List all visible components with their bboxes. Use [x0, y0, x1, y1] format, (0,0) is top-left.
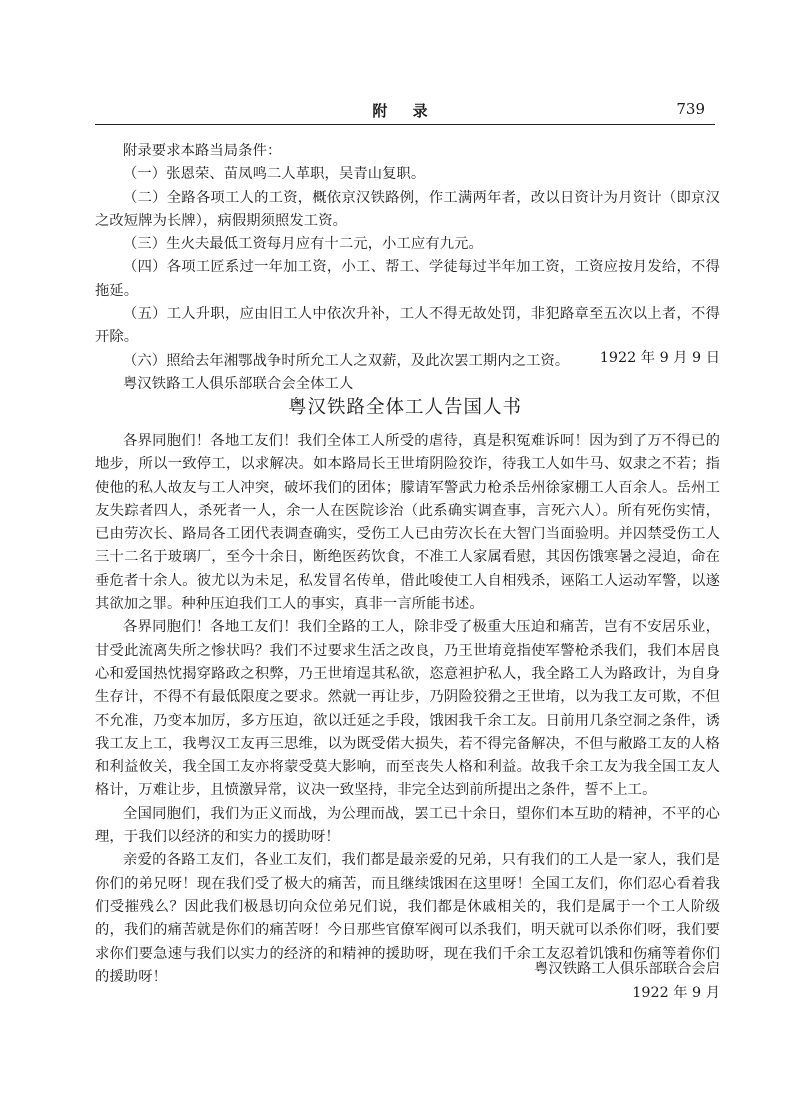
body-paragraph: 亲爱的各路工友们，各业工友们，我们都是最亲爱的兄弟，只有我们的工人是一家人，我们是你们的弟兄呀！现在我们受了极大的痛苦，而且继续饿困在这里呀！全国工友们，你们忍心看着我们受摧残么？因此我们极恳切向众位弟兄们说，我们都是休戚相关的，我们是属于一个工人阶级的，我们的痛苦就是你们的痛苦呀！今日那些官僚军阀可以杀我们，明天就可以杀你们呀，我们要求你们要急速与我们以实力的经济的和精神的援助呀，现在我们千余工友忍着饥饿和伤痛等着你们的援助呀！	[95, 852, 720, 985]
body-paragraph: 各界同胞们！各地工友们！我们全路的工人，除非受了极重大压迫和痛苦，岂有不安居乐业，甘受此流离失所之惨状吗？我们不过要求生活之改良，乃王世堉竟指使军警枪杀我们，我们本居良心和爱国热忱揭穿路政之积弊，乃王世堉逞其私欲，恣意袒护私人，我全路工人为路政计，为自身生存计，不得不有最低限度之要求。然就一再让步，乃阴险狡猾之王世堉，以为我工友可欺，不但不允准，乃变本加厉，多方压迫，欲以迁延之手段，饿困我千余工友。日前用几条空洞之条件，诱我工友上工，我粤汉工友再三思维，以为既受偌大损失，若不得完备解决，不但与敝路工友的人格和利益攸关，我全国工友亦将蒙受莫大影响，而至丧失人格和利益。故我千余工友为我全国工友人格计，万难让步，且愤激异常，议决一致坚持，非完全达到前所提出之条件，誓不上工。	[95, 619, 720, 799]
page-number: 739	[676, 100, 705, 118]
condition-item: （三）生火夫最低工资每月应有十二元，小工应有九元。	[123, 236, 483, 253]
condition-item: （六）照给去年湘鄂战争时所允工人之双薪，及此次罢工期内之工资。	[123, 352, 570, 369]
condition-item: （二）全路各项工人的工资，概依京汉铁路例，作工满两年者，改以日资计为月资计（即京汉之改短牌为长牌），病假期须照发工资。	[95, 189, 720, 229]
appendix-intro: 附录要求本路当局条件：	[123, 143, 282, 159]
appendix-signature: 粤汉铁路工人俱乐部联合会全体工人	[123, 375, 354, 392]
condition-item: （一）张恩荣、苗凤鸣二人革职，吴青山复职。	[123, 166, 426, 183]
document-body	[95, 430, 720, 989]
document-date: 1922 年 9 月	[632, 985, 720, 1001]
appendix-date: 1922 年 9 月 9 日	[599, 350, 720, 366]
condition-item: （五）工人升职，应由旧工人中依次升补，工人不得无故处罚，非犯路章至五次以上者，不得开除。	[95, 306, 720, 346]
document-signature: 粤汉铁路工人俱乐部联合会启	[534, 961, 720, 977]
body-paragraph: 全国同胞们，我们为正义而战，为公理而战，罢工已十余日，望你们本互助的精神，不平的心理，于我们以经济的和实力的援助呀！	[95, 805, 720, 846]
document-title: 粤汉铁路全体工人告国人书	[287, 397, 522, 418]
header-rule	[95, 124, 715, 125]
condition-item: （四）各项工匠系过一年加工资，小工、帮工、学徒每过半年加工资，工资应按月发给，不得拖延。	[95, 259, 720, 299]
running-header	[95, 96, 715, 124]
section-title: 附 录	[372, 102, 438, 120]
body-paragraph: 各界同胞们！各地工友们！我们全体工人所受的虐待，真是积冤难诉呵！因为到了万不得已的地步，所以一致停工，以求解决。如本路局长王世堉阴险狡诈，待我工人如牛马、奴隶之不若；指使他的私人故友与工人冲突，破坏我们的团体；朦请军警武力枪杀岳州徐家棚工人百余人。岳州工友失踪者四人，杀死者一人，余一人在医院诊治（此系确实调查事，言死六人）。所有死伤实情，已由劳次长、路局各工团代表调查确实，受伤工人已由劳次长在大智门当面验明。并囚禁受伤工人三十二名于玻璃厂，至今十余日，断绝医药饮食，不准工人家属看慰，其因伤饿寒暑之浸迫，命在垂危者十余人。彼尤以为未足，私发冒名传单，借此唆使工人自相残杀，诬陷工人运动军警，以遂其欲加之罪。种种压迫我们工人的事实，真非一言所能书述。	[95, 433, 720, 613]
